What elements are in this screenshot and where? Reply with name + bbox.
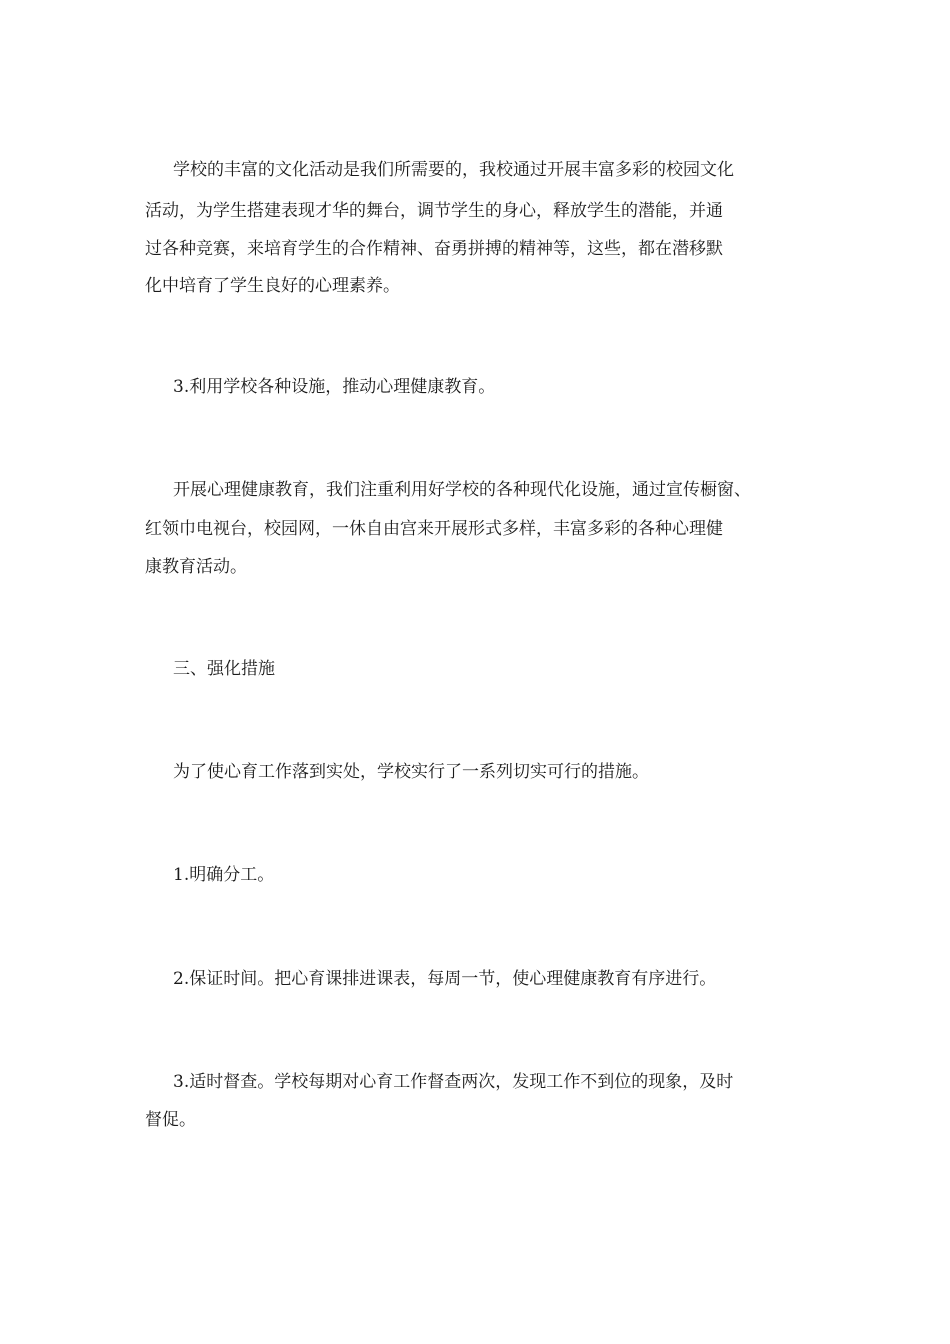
paragraph-line: 红领巾电视台，校园网，一休自由宫来开展形式多样，丰富多彩的各种心理健 [145,519,723,539]
list-item-continuation: 督促。 [145,1110,196,1130]
paragraph-line: 过各种竞赛，来培育学生的合作精神、奋勇拼搏的精神等，这些，都在潜移默 [145,239,723,259]
list-item: 3.适时督查。学校每期对心育工作督查两次，发现工作不到位的现象，及时 [173,1072,734,1092]
section-heading: 3.利用学校各种设施，推动心理健康教育。 [173,377,496,397]
paragraph-line: 学校的丰富的文化活动是我们所需要的，我校通过开展丰富多彩的校园文化 [173,160,734,180]
paragraph-line: 化中培育了学生良好的心理素养。 [145,276,400,296]
paragraph-line: 活动，为学生搭建表现才华的舞台，调节学生的身心，释放学生的潜能，并通 [145,201,723,221]
list-item: 1.明确分工。 [173,865,275,885]
paragraph-line: 为了使心育工作落到实处，学校实行了一系列切实可行的措施。 [173,762,649,782]
paragraph-line: 开展心理健康教育，我们注重利用好学校的各种现代化设施，通过宣传橱窗、 [173,480,751,500]
section-heading: 三、强化措施 [173,659,275,679]
list-item: 2.保证时间。把心育课排进课表，每周一节，使心理健康教育有序进行。 [173,969,717,989]
paragraph-line: 康教育活动。 [145,557,247,577]
